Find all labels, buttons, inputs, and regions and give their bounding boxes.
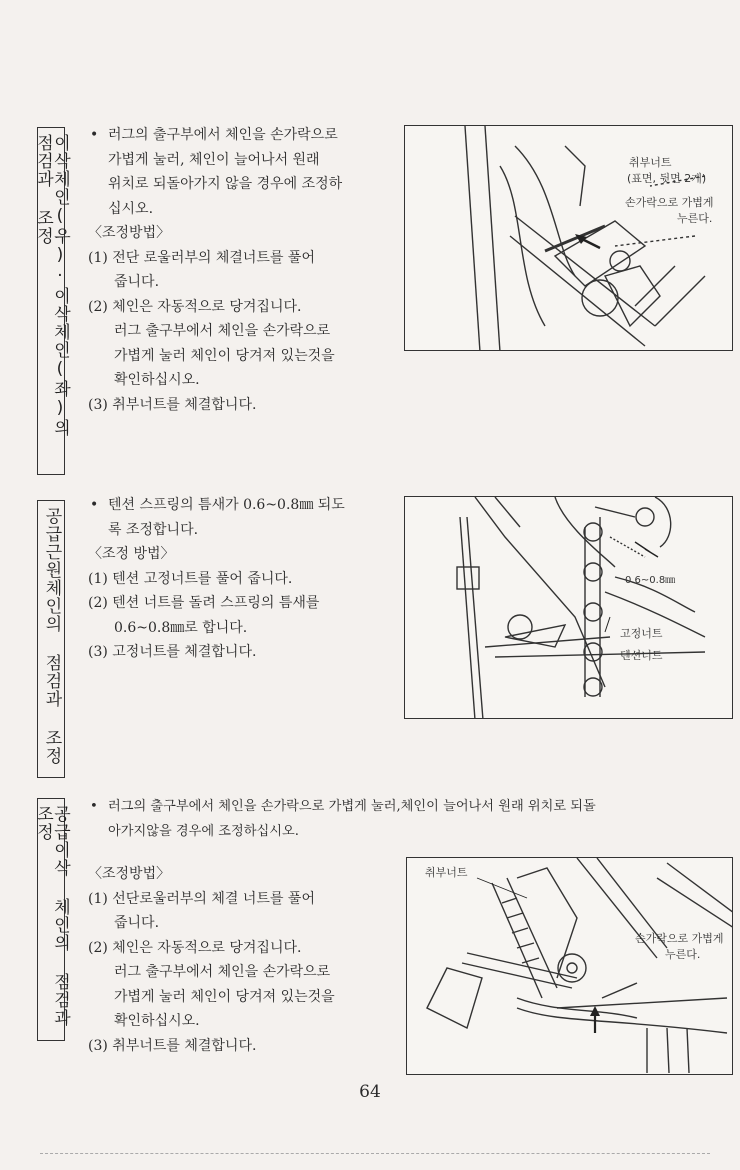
step-line: (1) 텐션 고정너트를 풀어 줍니다. xyxy=(88,570,293,587)
step-line: (3) 취부너트를 체결합니다. xyxy=(88,396,257,413)
method-title: 〈조정방법〉 xyxy=(88,225,171,241)
label-gap-dimension: 0.6~0.8㎜ xyxy=(625,575,676,586)
label-mounting-nut: 취부너트 xyxy=(629,156,672,169)
figure-supply-chain-diagram xyxy=(404,496,733,719)
machine-diagram-1 xyxy=(405,126,733,351)
step-line: 가볍게 눌러 체인이 당겨져 있는것을 xyxy=(114,347,335,364)
side-title-supply-chain xyxy=(37,500,65,778)
bullet-line: 위치로 되돌아가지 않을 경우에 조정하 xyxy=(108,176,343,192)
label-tension-nut: 텐션너트 xyxy=(620,649,663,662)
step-line: 줍니다. xyxy=(114,274,160,290)
side-title-text: 공급근원체인의 점검과 조정 xyxy=(41,507,62,765)
label-mounting-nut: 취부너트 xyxy=(425,866,468,879)
label-press: 누른다. xyxy=(665,948,701,961)
step-line: 0.6~0.8㎜로 합니다. xyxy=(114,619,248,636)
step-line: (2) 텐션 너트를 돌려 스프링의 틈새를 xyxy=(88,595,320,611)
side-title-text: 이삭체인(우)·이삭체인(좌)의 점검과 조정 xyxy=(33,134,70,437)
step-line: 러그 출구부에서 체인을 손가락으로 xyxy=(114,964,331,980)
machine-diagram-3 xyxy=(407,858,733,1075)
step-line: (3) 고정너트를 체결합니다. xyxy=(88,644,257,660)
step-line: 확인하십시오. xyxy=(114,1013,200,1029)
bullet-dot: • xyxy=(90,799,98,814)
step-line: (2) 체인은 자동적으로 당겨집니다. xyxy=(88,298,302,315)
step-line: 러그 출구부에서 체인을 손가락으로 xyxy=(114,323,331,339)
bottom-divider xyxy=(40,1153,710,1154)
bullet-line: • 텐션 스프링의 틈새가 0.6~0.8㎜ 되도 xyxy=(88,493,388,518)
step-line: (3) 취부너트를 체결합니다. xyxy=(88,1037,257,1054)
bullet-line: 록 조정합니다. xyxy=(108,521,199,538)
bullet-dot: • xyxy=(90,127,99,143)
figure-supply-ear-chain-diagram xyxy=(406,857,733,1075)
section-3-bullet xyxy=(88,795,733,844)
label-press-lightly: 손가락으로 가볍게 xyxy=(625,196,714,209)
step-line: (2) 체인은 자동적으로 당겨집니다. xyxy=(88,939,302,956)
label-press-lightly: 손가락으로 가볍게 xyxy=(635,932,724,945)
label-front-back-two: (표면, 뒷면 2개) xyxy=(627,172,707,185)
step-line: (1) 선단로울러부의 체결 너트를 풀어 xyxy=(88,890,315,907)
bullet-dot: • xyxy=(90,497,99,513)
label-press: 누른다. xyxy=(677,212,713,225)
step-line: (1) 전단 로울러부의 체결너트를 풀어 xyxy=(88,249,315,266)
side-title-supply-ear-chain xyxy=(33,798,70,1041)
label-lock-nut: 고정너트 xyxy=(620,627,663,640)
bullet-line: 십시오. xyxy=(108,200,154,217)
section-1-text xyxy=(88,123,388,417)
bullet-line: 가볍게 눌러, 체인이 늘어나서 원래 xyxy=(108,151,320,168)
section-3-steps xyxy=(88,862,388,1058)
bullet-line: • 러그의 출구부에서 체인을 손가락으로 xyxy=(88,123,388,148)
side-title-text: 공급이삭 체인의 점검과 조정 xyxy=(33,805,70,1027)
machine-diagram-2 xyxy=(405,497,733,719)
bullet-line: • 러그의 출구부에서 체인을 손가락으로 가볍게 눌러,체인이 늘어나서 원래 위치로 되돌 xyxy=(88,795,733,820)
side-title-ear-chain xyxy=(33,127,70,475)
step-line: 가볍게 눌러 체인이 당겨져 있는것을 xyxy=(114,988,335,1005)
step-line: 줍니다. xyxy=(114,915,160,931)
step-line: 확인하십시오. xyxy=(114,372,200,388)
bullet-line: 아가지않을 경우에 조정하십시오. xyxy=(108,823,299,839)
section-2-text xyxy=(88,493,388,665)
figure-ear-chain-diagram xyxy=(404,125,733,351)
method-title: 〈조정 방법〉 xyxy=(88,546,175,562)
page-number: 64 xyxy=(359,1082,381,1102)
method-title: 〈조정방법〉 xyxy=(88,866,171,882)
